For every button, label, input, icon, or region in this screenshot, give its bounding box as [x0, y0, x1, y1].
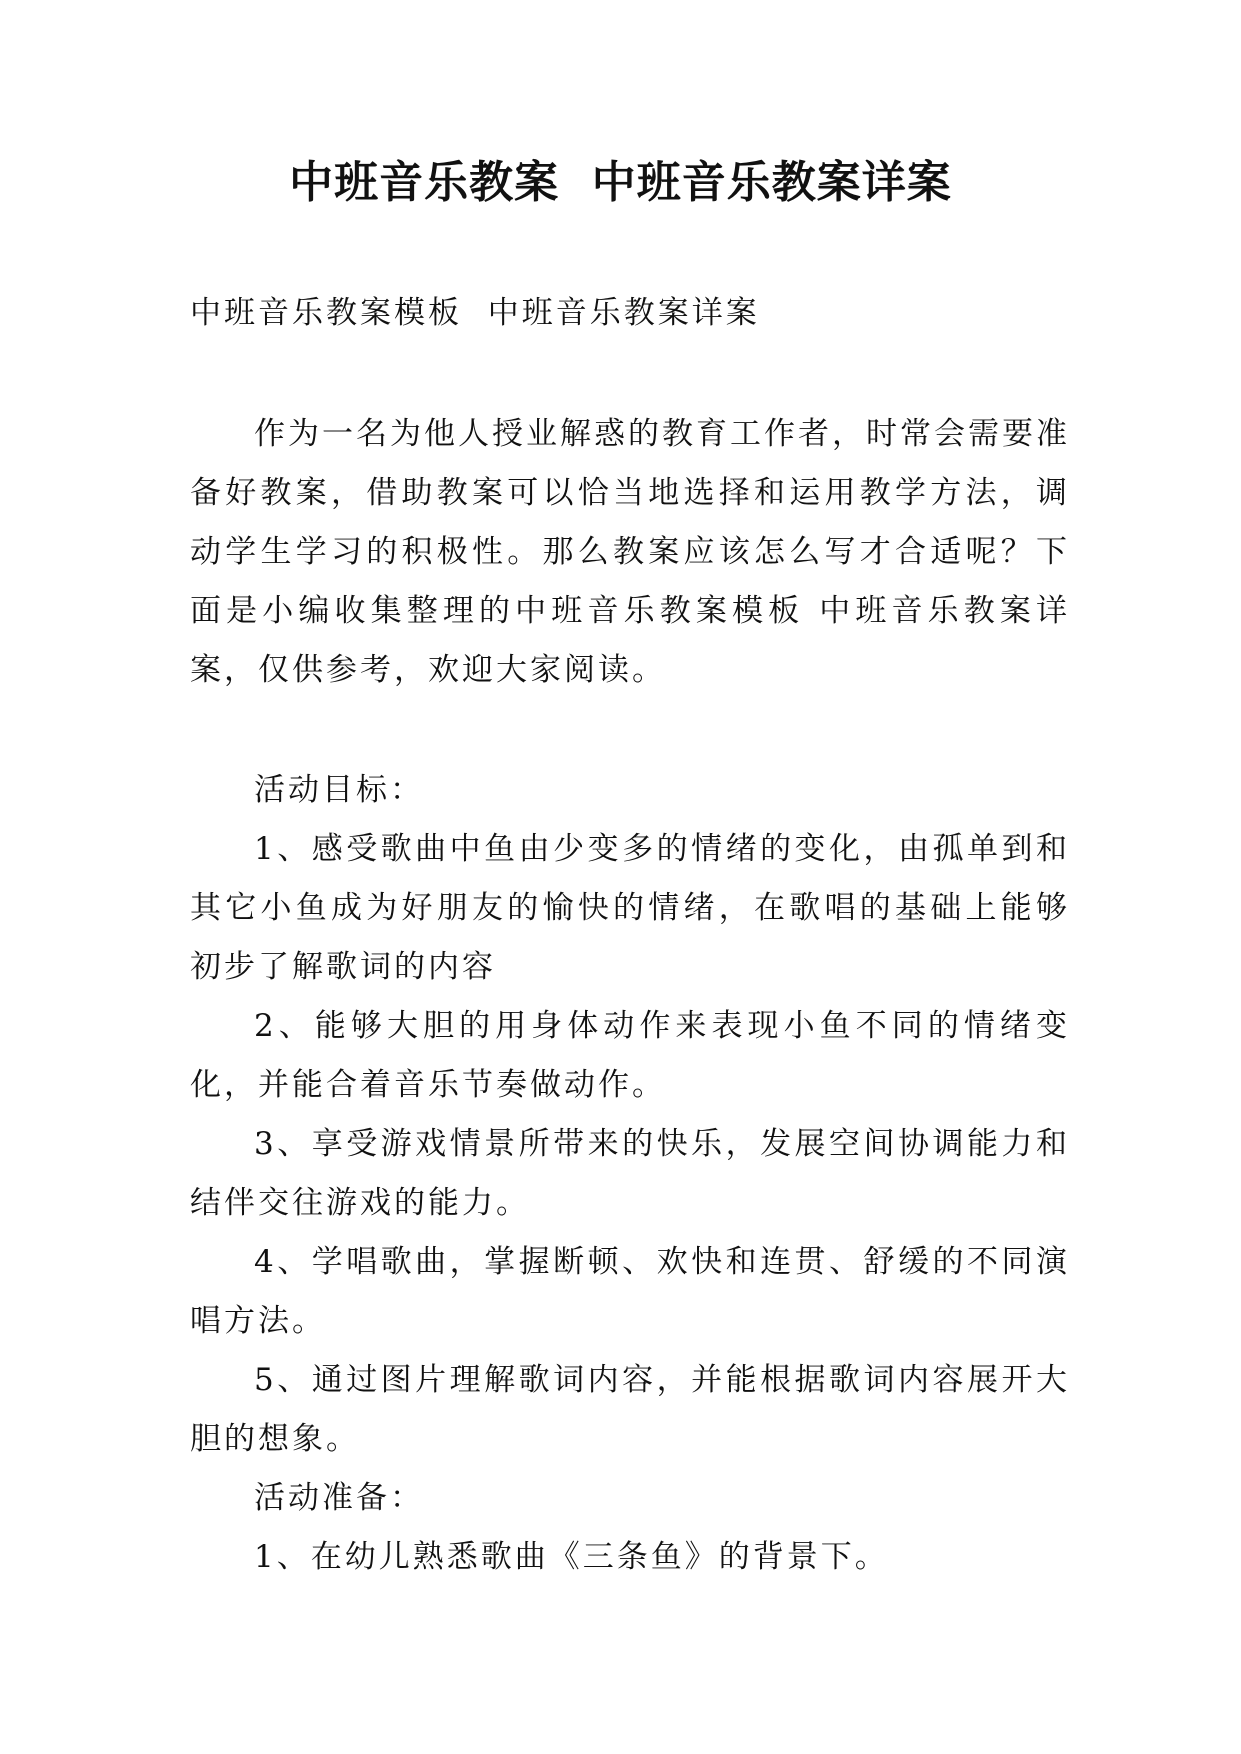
goal-item-3: 3、享受游戏情景所带来的快乐，发展空间协调能力和结伴交往游戏的能力。	[190, 1126, 1070, 1221]
intro-paragraph: 作为一名为他人授业解惑的教育工作者，时常会需要准备好教案，借助教案可以恰当地选择和运用教学方法，调动学生学习的积极性。那么教案应该怎么写才合适呢？下面是小编收集整理的中班音乐教案模板 中班音乐教案详案，仅供参考，欢迎大家阅读。	[190, 416, 1070, 688]
goal-item-2: 2、能够大胆的用身体动作来表现小鱼不同的情绪变化，并能合着音乐节奏做动作。	[190, 1008, 1070, 1103]
prep-heading: 活动准备：	[254, 1480, 424, 1516]
paragraph-spacer	[190, 700, 1070, 761]
document-subtitle: 中班音乐教案模板 中班音乐教案详案	[190, 295, 760, 331]
goal-item-5: 5、通过图片理解歌词内容，并能根据歌词内容展开大胆的想象。	[190, 1362, 1070, 1457]
goal-item-1: 1、感受歌曲中鱼由少变多的情绪的变化，由孤单到和其它小鱼成为好朋友的愉快的情绪，在歌唱的基础上能够初步了解歌词的内容	[190, 831, 1070, 985]
goals-heading: 活动目标：	[254, 772, 424, 808]
document-body	[190, 405, 1070, 1587]
goal-item-4: 4、学唱歌曲，掌握断顿、欢快和连贯、舒缓的不同演唱方法。	[190, 1244, 1070, 1339]
document-title: 中班音乐教案 中班音乐教案详案	[289, 157, 952, 208]
prep-item-1: 1、在幼儿熟悉歌曲《三条鱼》的背景下。	[254, 1539, 889, 1575]
